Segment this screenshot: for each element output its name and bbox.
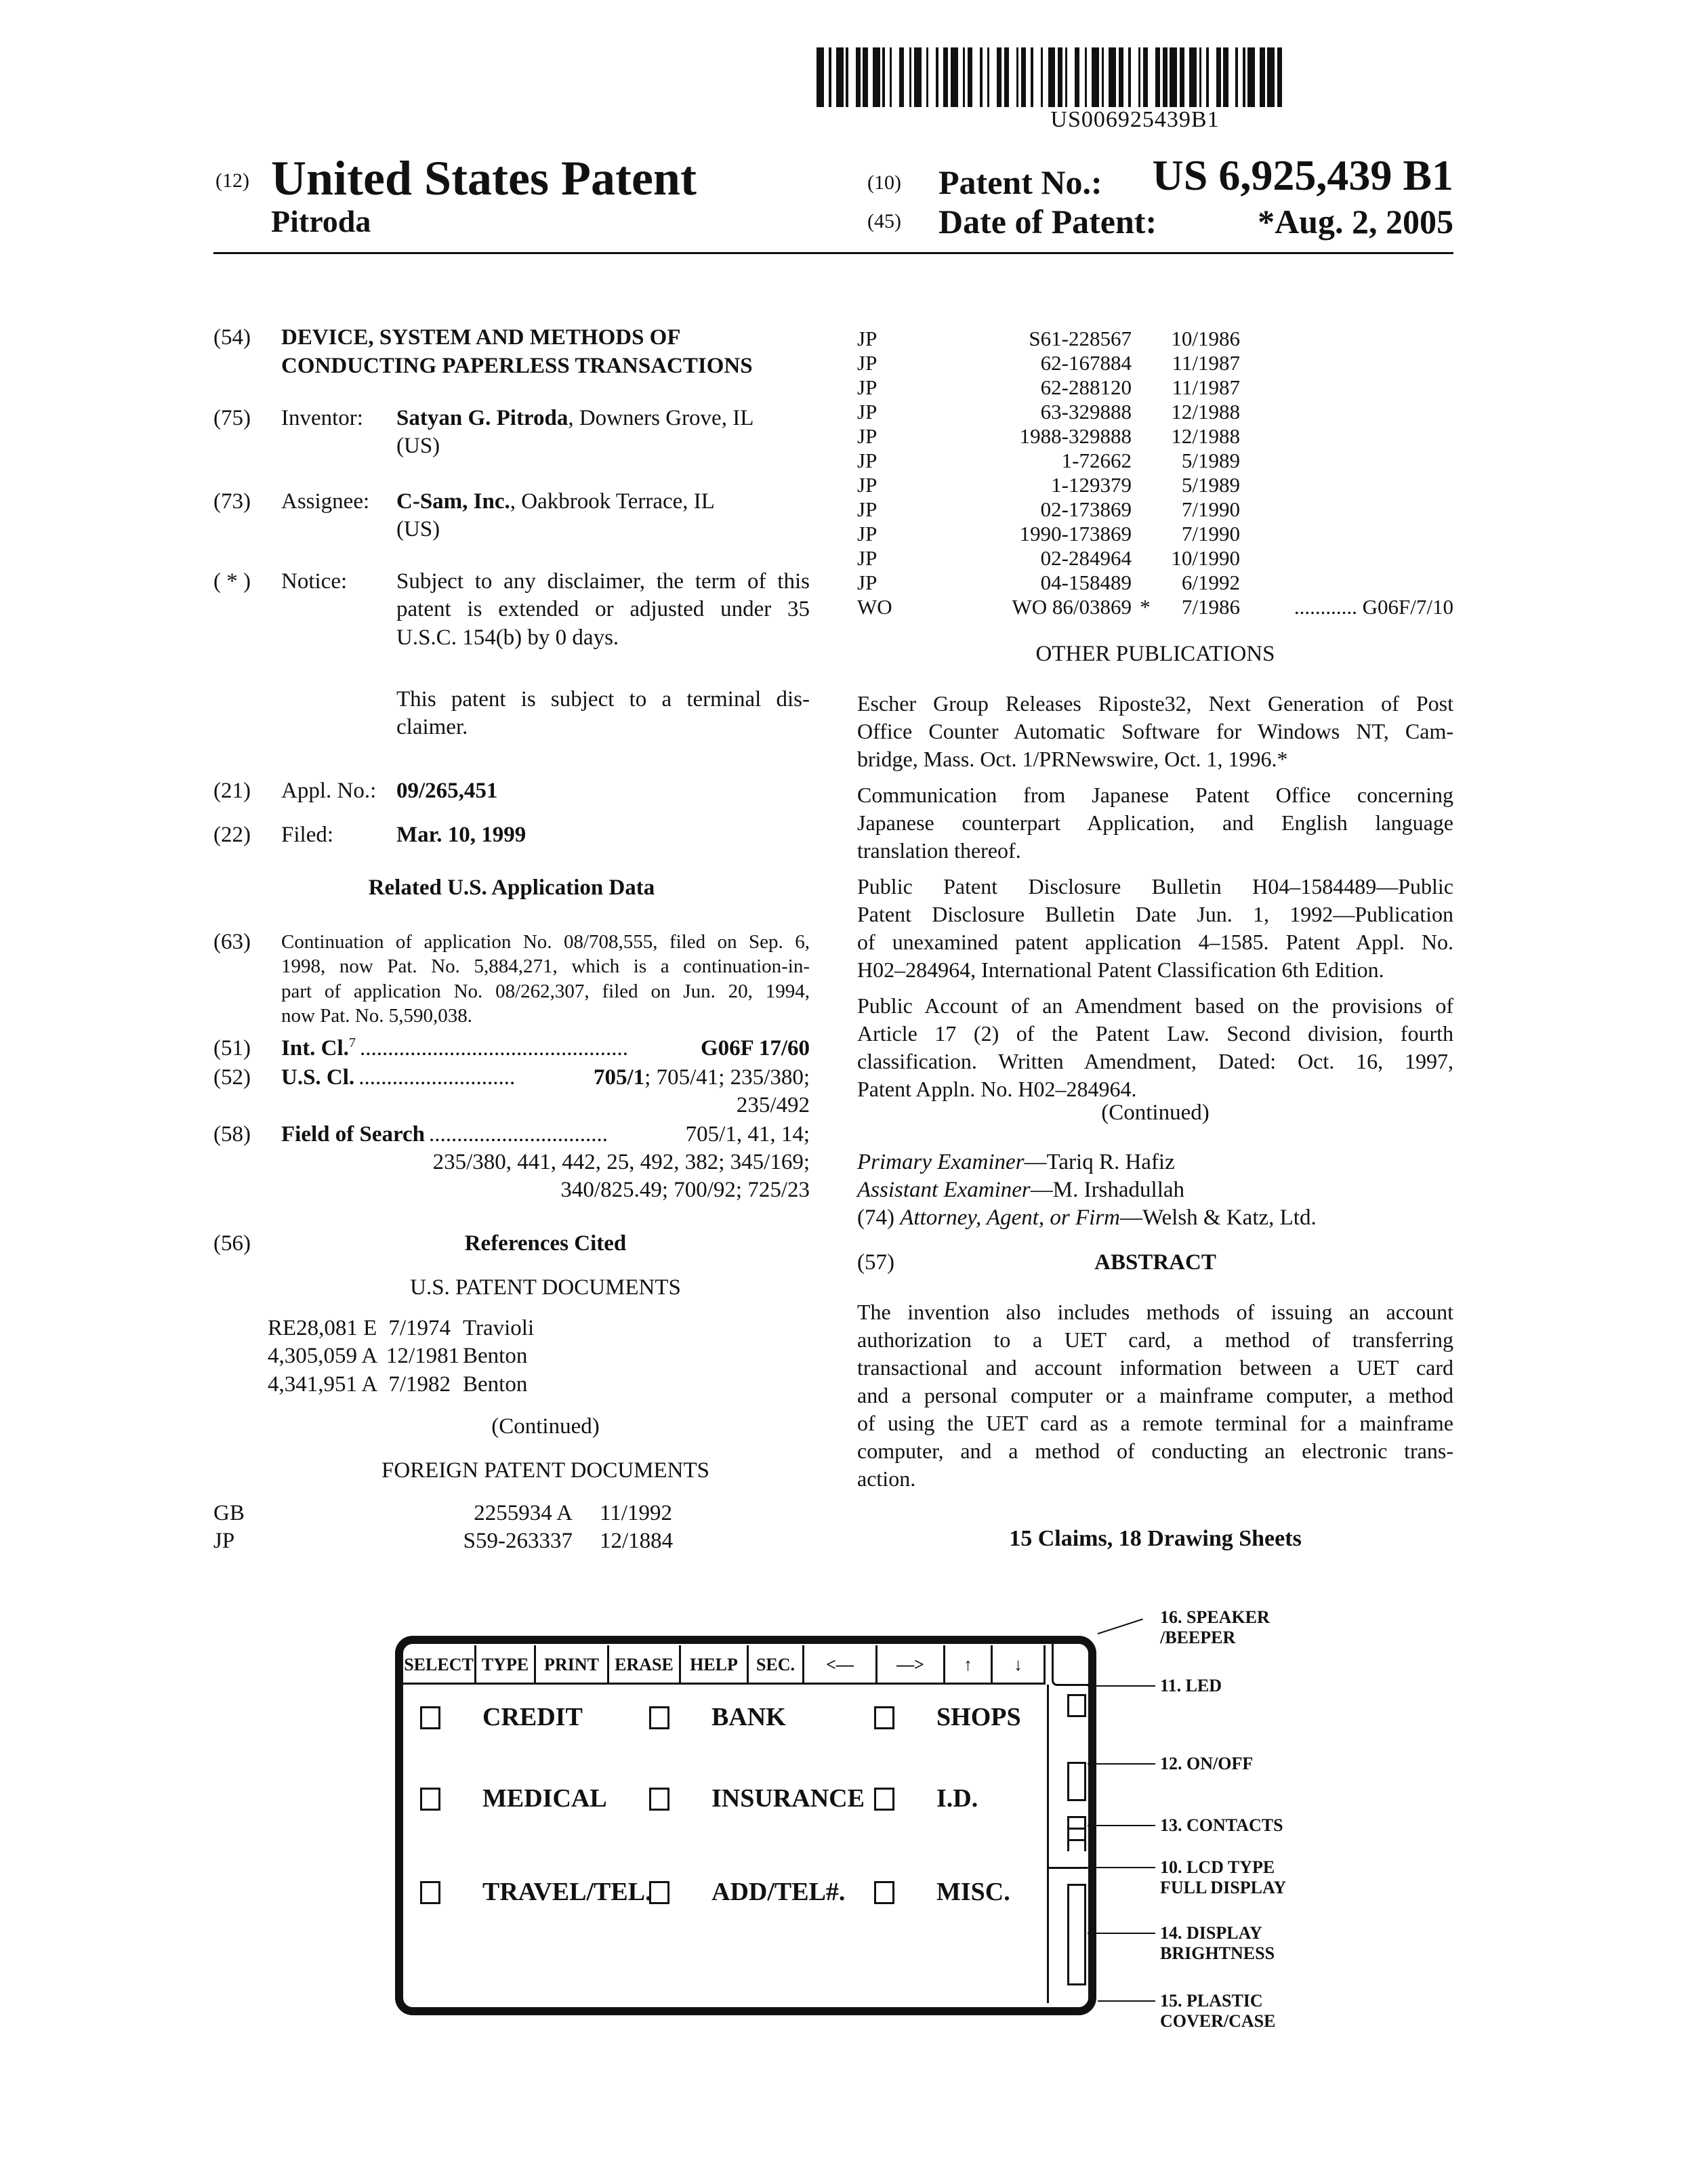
terminal-disclaimer: This patent is subject to a terminal dis- claimer. — [396, 687, 810, 740]
publication-line: Patent Disclosure Bulletin Date Jun. 1, 1992—Publication — [857, 902, 1453, 926]
cited-by-examiner-mark — [1132, 400, 1159, 424]
continuation-text: Continuation of application No. 08/708,555, filed on Sep. 6, 1998, now Pat. No. 5,884,271, which is a continuation-in- part of application No. 08/262,307, filed on Jun. 20, 1994, now Pat. No. 5,590,038. — [281, 931, 810, 1027]
abstract-line: action. — [857, 1466, 916, 1491]
code-58: (58) — [213, 1122, 251, 1147]
menu-bar — [403, 1645, 1046, 1685]
publication-line: Communication from Japanese Patent Office concerning — [857, 783, 1453, 807]
foreign-doc-date: 11/1987 — [1172, 351, 1240, 375]
assignee-value: C-Sam, Inc., Oakbrook Terrace, IL — [396, 489, 715, 514]
abstract-heading: ABSTRACT — [1094, 1250, 1216, 1275]
callout-line-14 — [1088, 1933, 1155, 1934]
filed-label: Filed: — [281, 823, 334, 847]
publication-line: bridge, Mass. Oct. 1/PRNewswire, Oct. 1, 1996.* — [857, 747, 1288, 771]
option-label: BANK — [711, 1703, 786, 1731]
foreign-doc-date: 12/1988 — [1171, 424, 1240, 448]
foreign-doc-date: 5/1989 — [1181, 449, 1240, 472]
foreign-doc-row — [857, 449, 1453, 473]
foreign-doc-country: JP — [857, 546, 877, 570]
code-12: (12) — [215, 169, 249, 192]
patent-no-label: Patent No.: — [938, 163, 1102, 201]
option-checkbox — [649, 1788, 669, 1811]
callout-line-12 — [1088, 1763, 1155, 1765]
foreign-doc-row — [857, 327, 1453, 351]
publication-entry — [857, 873, 1453, 984]
cited-by-examiner-mark — [1132, 473, 1159, 497]
abstract-line: computer, and a method of conducting an electronic trans- — [857, 1439, 1453, 1463]
foreign-doc-number: 1990-173869 — [1019, 522, 1132, 545]
patent-date: *Aug. 2, 2005 — [1258, 203, 1453, 241]
foreign-docs-left — [213, 1500, 673, 1556]
foreign-doc-country: JP — [857, 522, 877, 545]
foreign-doc-number: S59-263337 — [463, 1529, 573, 1554]
us-doc-date: 7/1982 — [388, 1372, 451, 1397]
side-divider — [1047, 1685, 1049, 2003]
code-52: (52) — [213, 1065, 251, 1090]
callout-13: 13. CONTACTS — [1160, 1815, 1283, 1835]
patent-number: US 6,925,439 B1 — [1152, 151, 1453, 199]
patent-title: United States Patent — [271, 151, 697, 205]
abstract-line: of using the UET card as a remote terminal for a mainframe — [857, 1411, 1453, 1435]
foreign-doc-number: 04-158489 — [1040, 571, 1132, 594]
foreign-doc-class — [1240, 497, 1453, 522]
cited-by-examiner-mark — [1132, 424, 1159, 449]
callout-line-15 — [1098, 2000, 1155, 2002]
abstract-line: authorization to a UET card, a method of transferring — [857, 1327, 1453, 1352]
publications — [857, 690, 1453, 1111]
assignee-country: (US) — [396, 517, 440, 541]
publication-line: classification. Written Amendment, Dated: Oct. 16, 1997, — [857, 1049, 1453, 1073]
foreign-doc-number: 02-173869 — [1040, 497, 1132, 521]
foreign-doc-country: JP — [857, 327, 877, 350]
publication-line: Article 17 (2) of the Patent Law. Second division, fourth — [857, 1021, 1453, 1046]
option-checkbox — [874, 1881, 894, 1904]
menu-key: ERASE — [609, 1645, 681, 1685]
menu-key: PRINT — [536, 1645, 609, 1685]
foreign-docs-heading: FOREIGN PATENT DOCUMENTS — [381, 1458, 710, 1483]
callout-line-11 — [1088, 1685, 1155, 1687]
notice-text: Subject to any disclaimer, the term of this patent is extended or adjusted under 35 U.S.C. 154(b) by 0 days. — [396, 569, 810, 650]
foreign-doc-number: 62-288120 — [1040, 375, 1132, 399]
us-doc-number: 4,341,951 A — [268, 1372, 378, 1397]
foreign-doc-date: 10/1990 — [1171, 546, 1240, 570]
callout-10: 10. LCD TYPE FULL DISPLAY — [1160, 1857, 1287, 1897]
option-label: ADD/TEL#. — [711, 1878, 846, 1906]
notice-label: Notice: — [281, 569, 348, 594]
code-notice: ( * ) — [213, 569, 251, 594]
contacts-top — [1067, 1816, 1086, 1851]
publication-line: Escher Group Releases Riposte32, Next Generation of Post — [857, 691, 1453, 716]
us-doc-row — [268, 1342, 534, 1370]
foreign-doc-number: WO 86/03869 — [1012, 595, 1132, 619]
references-heading: References Cited — [464, 1231, 627, 1256]
foreign-doc-date: 6/1992 — [1181, 571, 1240, 594]
code-63: (63) — [213, 930, 251, 954]
option-checkbox — [420, 1706, 440, 1729]
publication-line: translation thereof. — [857, 838, 1021, 863]
foreign-doc-number: 1988-329888 — [1019, 424, 1132, 448]
us-doc-date: 7/1974 — [388, 1316, 451, 1340]
field-of-search-line-2: 235/380, 441, 442, 25, 492, 382; 345/169; — [432, 1150, 810, 1174]
foreign-doc-number: 62-167884 — [1040, 351, 1132, 375]
continued-us: (Continued) — [491, 1414, 600, 1439]
contacts-line-2 — [1067, 1839, 1086, 1841]
foreign-doc-number: S61-228567 — [1029, 327, 1132, 350]
foreign-doc-row — [857, 546, 1453, 571]
foreign-doc-class — [1240, 473, 1453, 497]
foreign-doc-class — [1240, 400, 1453, 424]
foreign-doc-row — [857, 375, 1453, 400]
foreign-doc-row — [857, 595, 1453, 619]
barcode-number: US006925439B1 — [1050, 107, 1220, 132]
appl-no-value: 09/265,451 — [396, 779, 498, 803]
foreign-doc-country: JP — [857, 400, 877, 424]
menu-key: TYPE — [476, 1645, 536, 1685]
cited-by-examiner-mark — [1132, 571, 1159, 595]
us-doc-date: 12/1981 — [386, 1344, 460, 1369]
menu-key: SELECT — [403, 1645, 476, 1685]
foreign-doc-country: JP — [857, 375, 877, 399]
foreign-doc-row — [857, 522, 1453, 546]
foreign-doc-number: 1-72662 — [1061, 449, 1132, 472]
callout-line-10 — [1047, 1867, 1155, 1868]
foreign-doc-date: 7/1990 — [1181, 497, 1240, 521]
option-label: MISC. — [936, 1878, 1010, 1906]
option-label: INSURANCE — [711, 1784, 865, 1813]
claims-summary: 15 Claims, 18 Drawing Sheets — [1009, 1526, 1302, 1551]
us-doc-row — [268, 1315, 534, 1342]
abstract-line: The invention also includes methods of issuing an account — [857, 1300, 1453, 1324]
cited-by-examiner-mark — [1132, 351, 1159, 375]
foreign-doc-class — [1240, 546, 1453, 571]
int-cl: Int. Cl. 7 ................................................ G06F 17/60 — [281, 1035, 810, 1060]
assistant-examiner: Assistant Examiner—M. Irshadullah — [857, 1178, 1185, 1202]
primary-examiner: Primary Examiner—Tariq R. Hafiz — [857, 1150, 1175, 1174]
callout-12: 12. ON/OFF — [1160, 1754, 1254, 1773]
foreign-doc-row — [857, 473, 1453, 497]
foreign-doc-country: WO — [857, 595, 892, 619]
led-indicator — [1067, 1694, 1086, 1717]
continued-pubs: (Continued) — [1101, 1100, 1210, 1125]
publication-line: Public Patent Disclosure Bulletin H04–1584489—Public — [857, 874, 1453, 899]
appl-no-label: Appl. No.: — [281, 779, 377, 803]
foreign-doc-number: 1-129379 — [1051, 473, 1132, 497]
title-line-1: DEVICE, SYSTEM AND METHODS OF — [281, 325, 681, 350]
foreign-doc-number: 02-284964 — [1040, 546, 1132, 570]
foreign-doc-country: JP — [857, 473, 877, 497]
menu-key: ↑ — [945, 1645, 993, 1685]
foreign-doc-country: JP — [213, 1529, 235, 1554]
inventor-value: Satyan G. Pitroda, Downers Grove, IL — [396, 406, 754, 430]
foreign-doc-date: 12/1884 — [600, 1529, 674, 1554]
cited-by-examiner-mark — [1132, 546, 1159, 571]
foreign-doc-date: 10/1986 — [1171, 327, 1240, 350]
foreign-doc-row — [857, 424, 1453, 449]
publication-entry — [857, 992, 1453, 1103]
publication-line: Public Account of an Amendment based on the provisions of — [857, 993, 1453, 1018]
publication-line: of unexamined patent application 4–1585. Patent Appl. No. — [857, 930, 1453, 954]
option-label: I.D. — [936, 1784, 978, 1813]
cited-by-examiner-mark: * — [1140, 595, 1151, 619]
foreign-doc-row — [857, 351, 1453, 375]
on-off-switch — [1067, 1762, 1086, 1801]
inventor-surname: Pitroda — [271, 204, 371, 239]
option-label: TRAVEL/TEL. — [482, 1878, 652, 1906]
option-checkbox — [649, 1881, 669, 1904]
publication-line: Office Counter Automatic Software for Windows NT, Cam- — [857, 719, 1453, 743]
foreign-doc-date: 7/1990 — [1181, 522, 1240, 545]
us-cl: U.S. Cl. ............................ 705/1 ; 705/41; 235/380; — [281, 1065, 810, 1090]
code-51: (51) — [213, 1036, 251, 1060]
abstract-text — [857, 1298, 1453, 1493]
cited-by-examiner-mark — [1132, 449, 1159, 473]
menu-key: ↓ — [993, 1645, 1046, 1685]
publication-entry — [857, 781, 1453, 865]
date-label: Date of Patent: — [938, 203, 1157, 241]
option-checkbox — [420, 1881, 440, 1904]
foreign-doc-date: 12/1988 — [1171, 400, 1240, 424]
foreign-doc-class — [1240, 424, 1453, 449]
foreign-doc-country: JP — [857, 571, 877, 594]
menu-key: —> — [877, 1645, 945, 1685]
title-line-2: CONDUCTING PAPERLESS TRANSACTIONS — [281, 354, 753, 378]
menu-key: HELP — [681, 1645, 749, 1685]
callout-16: 16. SPEAKER /BEEPER — [1160, 1607, 1270, 1647]
us-doc-number: RE28,081 E — [268, 1316, 377, 1340]
us-doc-row — [268, 1371, 534, 1399]
foreign-doc-class — [1240, 522, 1453, 546]
foreign-doc-country: JP — [857, 497, 877, 521]
menu-key: SEC. — [749, 1645, 804, 1685]
code-22: (22) — [213, 823, 251, 847]
abstract-line: transactional and account information between a UET card — [857, 1355, 1453, 1380]
foreign-doc-country: GB — [213, 1501, 245, 1525]
foreign-docs-right — [857, 327, 1453, 619]
publication-line: Japanese counterpart Application, and English language — [857, 810, 1453, 835]
us-docs-list — [268, 1315, 534, 1399]
us-doc-name: Benton — [463, 1372, 528, 1397]
foreign-doc-class — [1240, 375, 1453, 400]
callout-line-13 — [1088, 1825, 1155, 1826]
abstract-line: and a personal computer or a mainframe computer, a method — [857, 1383, 1453, 1407]
foreign-doc-row — [857, 571, 1453, 595]
speaker-slot — [1052, 1643, 1089, 1686]
brightness-slider — [1067, 1884, 1086, 1985]
publication-line: H02–284964, International Patent Classification 6th Edition. — [857, 957, 1384, 982]
attorney: (74) Attorney, Agent, or Firm—Welsh & Katz, Ltd. — [857, 1206, 1317, 1230]
other-pubs-heading: OTHER PUBLICATIONS — [1035, 642, 1275, 666]
option-label: CREDIT — [482, 1703, 583, 1731]
foreign-doc-class: ............ G06F/7/10 — [1294, 595, 1453, 619]
foreign-doc-class — [1240, 449, 1453, 473]
us-cl-line-2: 235/492 — [736, 1093, 810, 1117]
publication-entry — [857, 690, 1453, 773]
us-doc-name: Benton — [463, 1344, 528, 1369]
option-label: MEDICAL — [482, 1784, 607, 1813]
foreign-doc-row — [857, 400, 1453, 424]
code-21: (21) — [213, 779, 251, 803]
foreign-doc-class — [1240, 571, 1453, 595]
callout-14: 14. DISPLAY BRIGHTNESS — [1160, 1923, 1275, 1963]
code-73: (73) — [213, 489, 251, 514]
foreign-doc-date: 11/1992 — [600, 1501, 672, 1525]
uet-card-outline — [395, 1636, 1096, 2015]
inventor-country: (US) — [396, 434, 440, 458]
callout-line-16 — [1098, 1618, 1143, 1634]
field-of-search: Field of Search ................................ 705/1, 41, 14; — [281, 1122, 810, 1147]
foreign-doc-date: 7/1986 — [1181, 595, 1240, 619]
foreign-doc-country: JP — [857, 351, 877, 375]
barcode — [817, 47, 1453, 107]
contacts-line-1 — [1067, 1828, 1086, 1830]
foreign-doc-date: 5/1989 — [1181, 473, 1240, 497]
foreign-doc-country: JP — [857, 449, 877, 472]
inventor-label: Inventor: — [281, 406, 363, 430]
cited-by-examiner-mark — [1132, 327, 1159, 351]
option-checkbox — [420, 1788, 440, 1811]
code-10: (10) — [867, 171, 901, 194]
foreign-doc-number: 2255934 A — [474, 1501, 573, 1525]
code-75: (75) — [213, 406, 251, 430]
foreign-doc-date: 11/1987 — [1172, 375, 1240, 399]
menu-key: <— — [804, 1645, 877, 1685]
foreign-doc-country: JP — [857, 424, 877, 448]
code-54: (54) — [213, 325, 251, 350]
publication-line: Patent Appln. No. H02–284964. — [857, 1077, 1137, 1101]
foreign-doc-row — [213, 1500, 673, 1527]
option-checkbox — [649, 1706, 669, 1729]
foreign-doc-row — [213, 1527, 673, 1555]
cited-by-examiner-mark — [1132, 375, 1159, 400]
header-rule — [213, 252, 1453, 254]
us-docs-heading: U.S. PATENT DOCUMENTS — [410, 1275, 681, 1300]
foreign-doc-row — [857, 497, 1453, 522]
foreign-doc-class — [1240, 327, 1453, 351]
field-of-search-line-3: 340/825.49; 700/92; 725/23 — [560, 1178, 810, 1202]
cited-by-examiner-mark — [1132, 522, 1159, 546]
option-checkbox — [874, 1706, 894, 1729]
us-doc-number: 4,305,059 A — [268, 1344, 378, 1369]
foreign-doc-number: 63-329888 — [1040, 400, 1132, 424]
filed-value: Mar. 10, 1999 — [396, 823, 526, 847]
foreign-doc-class — [1240, 351, 1453, 375]
option-checkbox — [874, 1788, 894, 1811]
code-57: (57) — [857, 1250, 894, 1275]
callout-15: 15. PLASTIC COVER/CASE — [1160, 1991, 1276, 2031]
code-56: (56) — [213, 1231, 251, 1256]
assignee-label: Assignee: — [281, 489, 370, 514]
option-label: SHOPS — [936, 1703, 1021, 1731]
related-heading: Related U.S. Application Data — [368, 875, 655, 900]
callout-11: 11. LED — [1160, 1676, 1222, 1695]
cited-by-examiner-mark — [1132, 497, 1159, 522]
code-45: (45) — [867, 210, 901, 232]
us-doc-name: Travioli — [463, 1316, 535, 1340]
